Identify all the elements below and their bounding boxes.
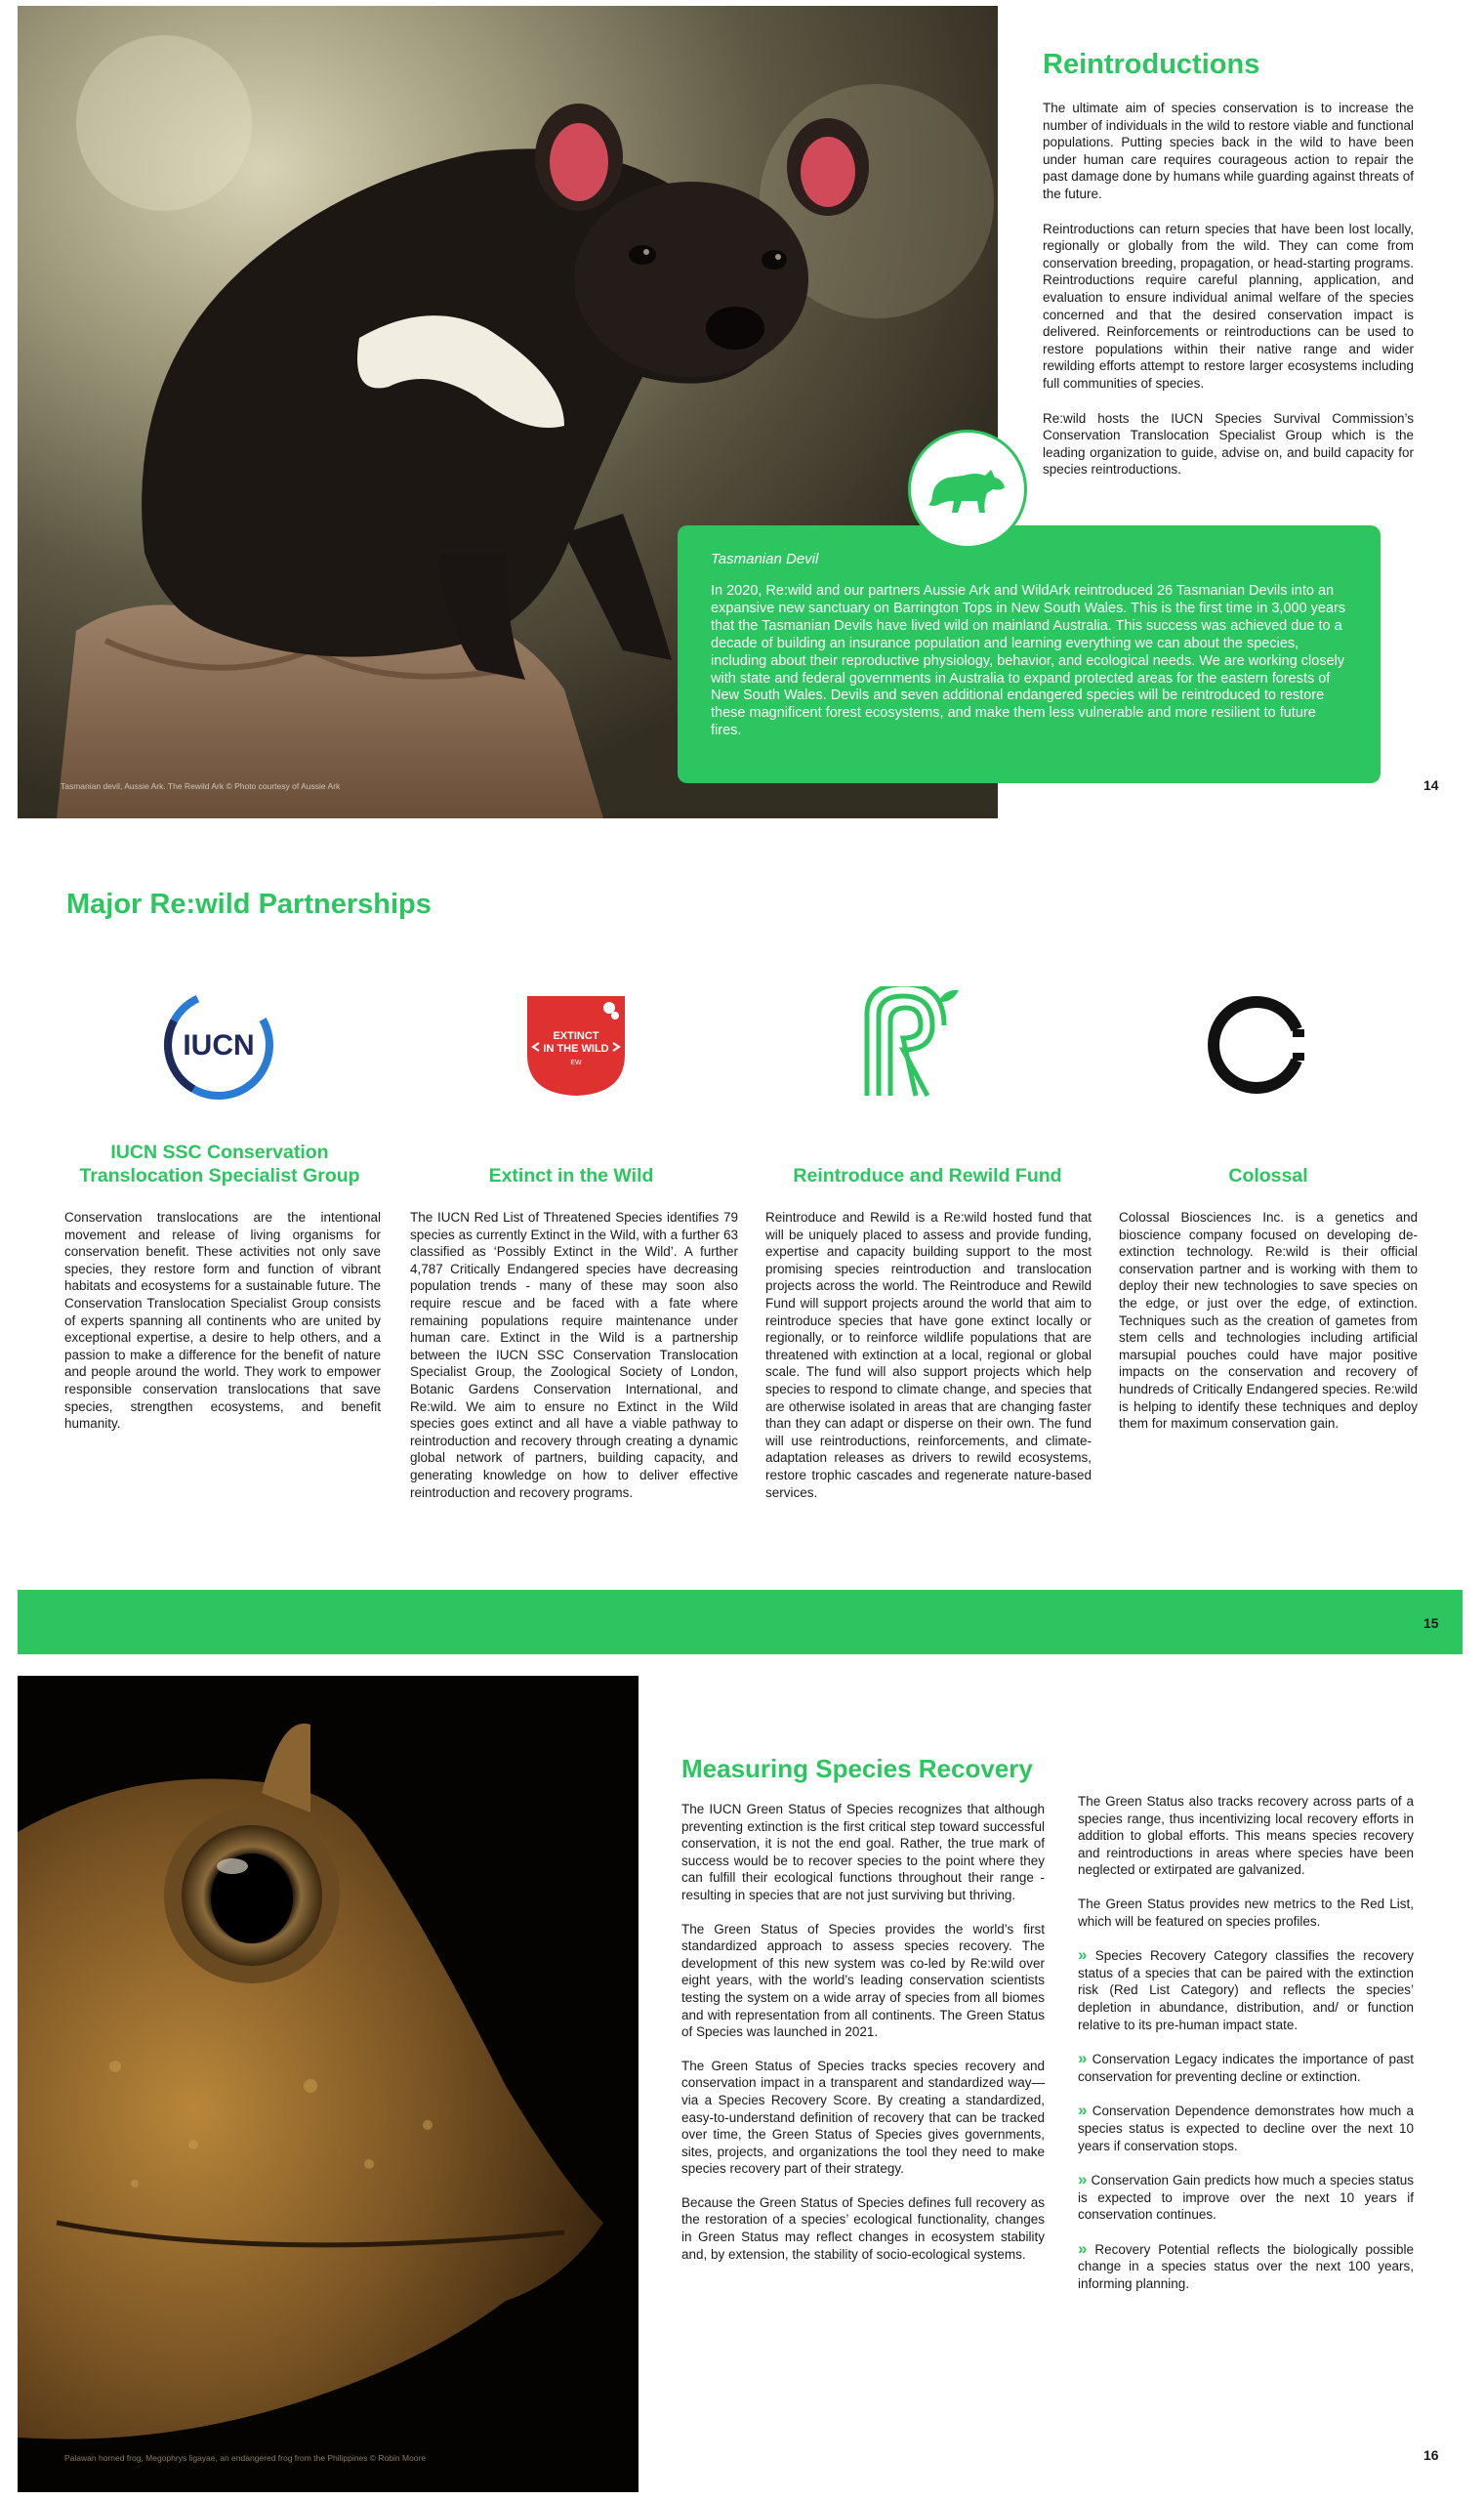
partner-text-extinct-in-the-wild: The IUCN Red List of Threatened Species identifies 79 species as currently Extinct in the Wild, with a further 63 classified as ‘Possibly Extinct in the Wild’. A further 4,787 Critically Endangered species have decreasing population trends - many of these may soon also require rescue and be faced with a fate where remaining populations require maintenance under human care. Extinct in the Wild is a partnership between the IUCN SSC Conservation Translocation Specialist Group, the Zoological Society of London, Botanic Gardens Conservation International, and Re:wild. We aim to ensure no Extinct in the Wild species goes extinct and all have a viable pathway to reintroduction and recovery through creating a dynamic global network of partners, building capacity, and generating knowledge on how to deliver effective reintroduction and recovery programs.	[410, 1210, 738, 1500]
chevron-right-icon: »	[1078, 2049, 1088, 2068]
ew-logo-code: EW	[570, 1060, 582, 1066]
bullet-text: Species Recovery Category classifies the recovery status of a species that can be paired with the extinction risk (Red List Category) and reflects the species’ depletion in abundance, distribution, and/ or function relative to its pre-human impact state.	[1078, 1948, 1414, 2032]
partner-text-reintroduce-rewild-fund: Reintroduce and Rewild is a Re:wild hosted fund that will be uniquely placed to assess and provide funding, expertise and capacity building support to the most promising species reintroduction and translocation projects across the world. The Reintroduce and Rewild Fund will support projects around the world that aim to reintroduce species that have gone extinct locally or regionally, or to reinforce wildlife populations that are threatened with extinction at a local, regional or global scale. The fund will also support projects which help species to respond to climate change, and species that are otherwise isolated in areas that are changing faster than they can adapt or disperse on their own. The fund will use reintroductions, reinforcements, and climate-adaptation releases as drivers to rewild ecosystems, restore trophic cascades and regenerate nature-based services.	[765, 1210, 1092, 1500]
tasmanian-devil-callout	[678, 525, 1381, 783]
bullet-text: Conservation Legacy indicates the importance of past conservation for preventing decline or extinction.	[1078, 2052, 1414, 2084]
page-15	[0, 830, 1484, 1670]
section-title: Major Re:wild Partnerships	[66, 889, 432, 920]
text-column-left	[681, 1801, 1045, 2279]
page-number: 16	[1423, 2447, 1439, 2463]
bullet-text: Conservation Dependence demonstrates how much a species status is expected to decline over the next 10 years if conservation stops.	[1078, 2104, 1414, 2153]
partner-title-colossal: Colossal	[1228, 1165, 1308, 1187]
extinct-in-the-wild-logo	[517, 986, 635, 1104]
text-column-right	[1078, 1793, 1414, 2310]
bullet-item	[1078, 2171, 1414, 2224]
bullet-item	[1078, 2240, 1414, 2293]
ew-logo-line2: IN THE WILD	[543, 1043, 609, 1055]
chevron-right-icon: »	[1078, 2101, 1088, 2120]
reintroductions-text	[1043, 100, 1414, 496]
bullet-item	[1078, 2102, 1414, 2154]
callout-title: Tasmanian Devil	[711, 551, 819, 567]
horned-frog-photo	[18, 1676, 639, 2492]
paragraph: The IUCN Green Status of Species recognizes that although preventing extinction is the first critical step toward successful conservation, it is not the end goal. Rather, the true mark of success would be to recover species to the point where they can fulfill their ecological functions throughout their range - resulting in species that are not just surviving but thriving.	[681, 1802, 1045, 1902]
paragraph: The Green Status of Species provides the world’s first standardized approach to assess species recovery. The development of this new system was co-led by Re:wild over eight years, with the world’s leading conservation scientists testing the system on a wide array of species from all biomes and with representation from all continents. The Green Status of Species was launched in 2021.	[681, 1921, 1045, 2040]
bullet-text: Recovery Potential reflects the biologically possible change in a species status over the next 100 years, informing planning.	[1078, 2241, 1414, 2292]
partner-title-extinct-in-the-wild: Extinct in the Wild	[488, 1165, 654, 1187]
photo-caption: Tasmanian devil, Aussie Ark. The Rewild Ark © Photo courtesy of Aussie Ark	[61, 781, 341, 791]
iucn-logo	[160, 986, 277, 1104]
tasmanian-devil-icon	[908, 430, 1027, 549]
chevron-right-icon: »	[1078, 2238, 1088, 2258]
partner-text-iucn-ssc: Conservation translocations are the intentional movement and release of living organisms for conservation benefit. These activities not only save species, they restore form and function of vibrant habitats and ecosystems for a sustainable future. The Conservation Translocation Specialist Group consists of experts spanning all continents who are united by exceptional expertise, a desire to help others, and a passion to make a difference for the benefit of nature and people around the world. They work to empower responsible conservation translocations that save species, strengthen ecosystems, and benefit humanity.	[64, 1210, 381, 1432]
ew-logo-line1: EXTINCT	[553, 1030, 599, 1042]
partner-title-reintroduce-rewild-fund: Reintroduce and Rewild Fund	[793, 1165, 1062, 1187]
paragraph: The Green Status of Species tracks species recovery and conservation impact in a transparent and standardized way—via a Species Recovery Score. By creating a standardized, easy-to-understand definition of recovery that can be tracked over time, the Green Status of Species gives governments, sites, projects, and organizations the tool they need to make species recovery part of their strategy.	[681, 2058, 1045, 2177]
chevron-right-icon: »	[1078, 1945, 1088, 1965]
bullet-item	[1078, 2050, 1414, 2085]
paragraph: Because the Green Status of Species defines full recovery as the restoration of a species’ ecological functionality, changes in Green Status may reflect changes in ecosystem stability and, by extension, the stability of socio-ecological systems.	[681, 2194, 1045, 2262]
chevron-right-icon: »	[1078, 2170, 1088, 2189]
page-14	[0, 0, 1484, 830]
reintroduce-rewild-logo	[849, 986, 967, 1104]
page-16	[0, 1670, 1484, 2500]
partner-title-iucn-ssc: IUCN SSC Conservation Translocation Specialist Group	[79, 1142, 360, 1187]
paragraph: Reintroductions can return species that have been lost locally, regionally or globally from the wild. They can come from conservation breeding, propagation, or head-starting programs. Reintroductions require careful planning, application, and evaluation to ensure individual animal welfare of the species concerned and that the desired conservation impact is delivered. Reinforcements or reintroductions can be used to restore populations within their native range and wider rewilding efforts attempt to restore larger ecosystems including full communities of species.	[1043, 221, 1414, 391]
paragraph: Re:wild hosts the IUCN Species Survival Commission’s Conservation Translocation Specialist Group which is the leading organization to guide, advise on, and build capacity for species reintroductions.	[1043, 410, 1414, 478]
horned-frog-illustration	[18, 1676, 639, 2492]
section-title: Measuring Species Recovery	[681, 1754, 1033, 1783]
photo-caption: Palawan horned frog, Megophrys ligayae, an endangered frog from the Philippines © Robin Moore	[64, 2453, 427, 2463]
partner-text-colossal: Colossal Biosciences Inc. is a genetics and bioscience company focused on developing de-extinction technology. Re:wild is their official conservation partner and is working with them to deploy their new technologies to save species on the edge, or just over the edge, of extinction. Techniques such as the creation of gametes from stem cells and technologies including artificial marsupial pouches could have major positive impacts on the conservation and recovery of hundreds of Critically Endangered species. Re:wild is helping to identify these techniques and deploy them for maximum conservation gain.	[1119, 1210, 1418, 1432]
paragraph: The ultimate aim of species conservation is to increase the number of individuals in the wild to restore viable and functional populations. Putting species back in the wild to have been under human care requires courageous action to repair the past damage done by humans while guarding against threats of the future.	[1043, 101, 1414, 201]
section-title: Reintroductions	[1043, 49, 1260, 80]
paragraph: The Green Status also tracks recovery across parts of a species range, thus incentivizing local recovery efforts in addition to global efforts. This means species recovery and reintroductions in areas where species have been neglected or extirpated are galvanized.	[1078, 1794, 1414, 1878]
footer-band	[18, 1590, 1463, 1654]
iucn-logo-text: IUCN	[183, 1029, 255, 1062]
paragraph: The Green Status provides new metrics to the Red List, which will be featured on species profiles.	[1078, 1896, 1414, 1929]
colossal-logo	[1199, 986, 1316, 1104]
callout-text: In 2020, Re:wild and our partners Aussie Ark and WildArk reintroduced 26 Tasmanian Devils into an expansive new sanctuary on Barrington Tops in New South Wales. This is the first time in 3,000 years that the Tasmanian Devils have lived wild on mainland Australia. This success was achieved due to a decade of building an insurance population and learning everything we can about the species, including about their reproductive physiology, behavior, and ecological needs. We are working closely with state and federal governments in Australia to expand protected areas for the eastern forests of New South Wales. Devils and seven additional endangered species will be reintroduced to restore these magnificent forest ecosystems, and make them less vulnerable and more resilient to future fires.	[711, 583, 1346, 739]
page-number: 15	[1423, 1615, 1439, 1631]
bullet-item	[1078, 1946, 1414, 2033]
page-number: 14	[1423, 777, 1439, 793]
bullet-text: Conservation Gain predicts how much a species status is expected to improve over the next 10 years if conservation continues.	[1078, 2173, 1414, 2223]
